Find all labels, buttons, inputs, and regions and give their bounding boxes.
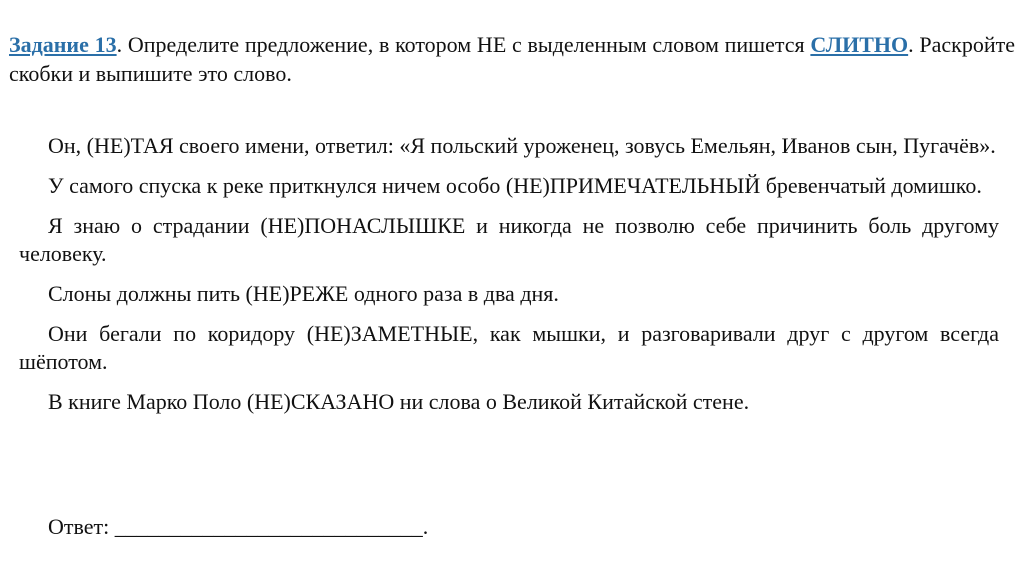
sentence-item: Он, (НЕ)ТАЯ своего имени, ответил: «Я польский уроженец, зовусь Емельян, Иванов сын, Пугачёв». xyxy=(48,133,996,158)
sentence-item: Я знаю о страдании (НЕ)ПОНАСЛЫШКЕ и никогда не позволю себе причинить боль другому человеку. xyxy=(19,213,999,266)
sentence-list xyxy=(19,132,999,428)
task-separator: . xyxy=(116,32,128,57)
sentence-item: Слоны должны пить (НЕ)РЕЖЕ одного раза в два дня. xyxy=(48,281,559,306)
answer-blank: ____________________________. xyxy=(114,514,429,539)
task-instruction-part1: Определите предложение, в котором НЕ с выделенным словом пишется xyxy=(127,32,811,57)
answer-line xyxy=(48,513,428,541)
sentence-item: В книге Марко Поло (НЕ)СКАЗАНО ни слова о Великой Китайской стене. xyxy=(48,389,750,414)
keyword-link[interactable]: СЛИТНО xyxy=(810,32,909,57)
sentence-item: У самого спуска к реке приткнулся ничем особо (НЕ)ПРИМЕЧАТЕЛЬНЫЙ бревенчатый домишко. xyxy=(48,173,982,198)
sentence-item: Они бегали по коридору (НЕ)ЗАМЕТНЫЕ, как мышки, и разговаривали друг с другом всегда шёпотом. xyxy=(19,321,999,374)
task-statement xyxy=(9,30,1015,88)
task-number-link[interactable]: Задание 13 xyxy=(9,32,117,57)
task-instruction-part2: . Раскройте скобки и выпишите это слово. xyxy=(9,32,1015,86)
answer-label: Ответ: xyxy=(48,514,115,539)
